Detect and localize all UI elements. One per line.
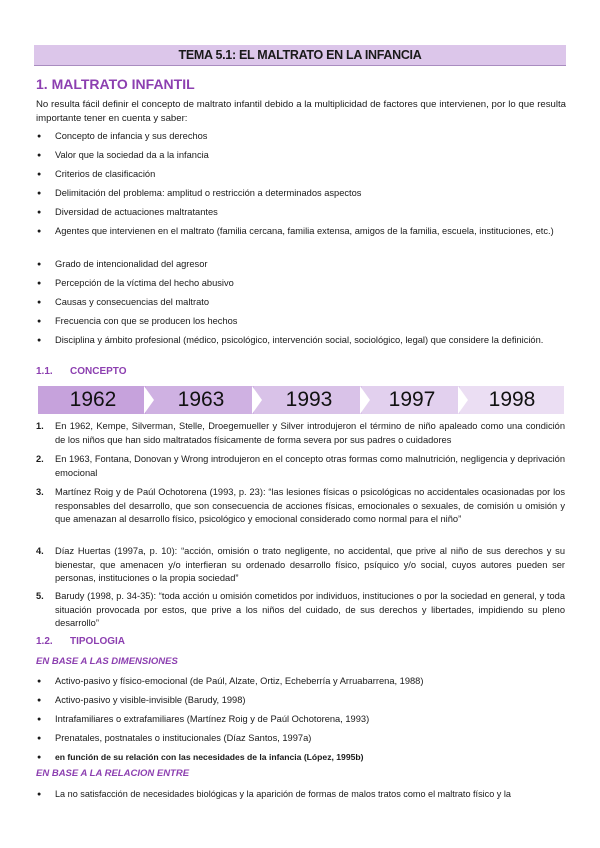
item-number: 5. [36, 591, 44, 601]
list-item: ● Disciplina y ámbito profesional (médico, psicológico, intervención social, sociológico, legal) que considere la definición. [55, 334, 565, 348]
timeline-chevron [144, 386, 154, 414]
subsection-number: 1.2. [36, 636, 53, 647]
list-item: ● Valor que la sociedad da a la infancia [55, 149, 209, 163]
timeline-year: 1997 [362, 386, 462, 414]
list-item: ● Prenatales, postnatales o institucionales (Díaz Santos, 1997a) [55, 732, 311, 746]
item-text: Barudy (1998, p. 34-35): “toda acción u omisión cometidos por individuos, instituciones o por la sociedad en general, y toda situación provocada por estos, que prive a los niños del cuidado, de sus derechos y libertades, impidiendo su pleno desarrollo” [55, 591, 565, 628]
subsection-number: 1.1. [36, 366, 53, 377]
numbered-item [36, 486, 565, 527]
list-item: ● Activo-pasivo y visible-invisible (Barudy, 1998) [55, 694, 246, 708]
list-item: ● Agentes que intervienen en el maltrato (familia cercana, familia extensa, amigos de la familia, escuela, instituciones, etc.) [55, 225, 565, 239]
topic-title: TEMA 5.1: EL MALTRATO EN LA INFANCIA [34, 45, 566, 66]
timeline [38, 386, 564, 414]
timeline-year: 1993 [254, 386, 364, 414]
list-item: ● Criterios de clasificación [55, 168, 155, 182]
list-item: ● Intrafamiliares o extrafamiliares (Martínez Roig y de Paúl Ochotorena, 1993) [55, 713, 369, 727]
item-text: En 1962, Kempe, Silverman, Stelle, Droegemueller y Silver introdujeron el término de niño apaleado como una condición de los niños que han sido maltratados físicamente de forma severa por sus padres o cuidadores [55, 421, 565, 445]
list-item: ● Activo-pasivo y físico-emocional (de Paúl, Alzate, Ortiz, Echeberría y Arruabarrena, 1988) [55, 675, 423, 689]
timeline-chevron [360, 386, 370, 414]
timeline-year: 1998 [460, 386, 564, 414]
timeline-year: 1962 [38, 386, 148, 414]
list-item: ● Causas y consecuencias del maltrato [55, 296, 209, 310]
timeline-year: 1963 [146, 386, 256, 414]
timeline-chevron [458, 386, 468, 414]
section-heading-maltrato-infantil: 1. MALTRATO INFANTIL [36, 76, 195, 92]
list-item: ● Frecuencia con que se producen los hechos [55, 315, 237, 329]
list-item: ● en función de su relación con las necesidades de la infancia (López, 1995b) [55, 751, 364, 765]
subsection-title: TIPOLOGIA [70, 636, 125, 647]
item-number: 4. [36, 546, 44, 556]
item-text: En 1963, Fontana, Donovan y Wrong introdujeron en el concepto otras formas como malnutrición, negligencia y deprivación emocional [55, 454, 565, 478]
list-item: ● Grado de intencionalidad del agresor [55, 258, 207, 272]
item-text: Díaz Huertas (1997a, p. 10): “acción, omisión o trato negligente, no accidental, que prive al niño de sus derechos y su bienestar, que amenacen y/o interfieran su ordenado desarrollo físico, psíquico y/o social, cuyos autores pueden ser personas, instituciones o la propia sociedad” [55, 546, 565, 583]
item-number: 1. [36, 421, 44, 431]
subheading-dimensiones: EN BASE A LAS DIMENSIONES [36, 656, 178, 667]
subsection-heading-concepto [36, 366, 127, 377]
numbered-item [36, 453, 565, 480]
subsection-heading-tipologia [36, 636, 125, 647]
subheading-relacion: EN BASE A LA RELACION ENTRE [36, 768, 190, 779]
list-item: ● Diversidad de actuaciones maltratantes [55, 206, 218, 220]
intro-paragraph: No resulta fácil definir el concepto de maltrato infantil debido a la multiplicidad de factores que intervienen, por lo que resulta importante tener en cuenta y saber: [36, 99, 566, 124]
list-item: ● Delimitación del problema: amplitud o restricción a determinados aspectos [55, 187, 361, 201]
item-number: 3. [36, 487, 44, 497]
timeline-chevron [252, 386, 262, 414]
numbered-item [36, 545, 565, 586]
numbered-item [36, 420, 565, 447]
item-number: 2. [36, 454, 44, 464]
list-item: ● Concepto de infancia y sus derechos [55, 130, 207, 144]
list-item: ● La no satisfacción de necesidades biológicas y la aparición de formas de malos tratos como el maltrato físico y la [55, 788, 511, 802]
numbered-item [36, 590, 565, 631]
subsection-title: CONCEPTO [70, 366, 127, 377]
list-item: ● Percepción de la víctima del hecho abusivo [55, 277, 234, 291]
item-text: Martínez Roig y de Paúl Ochotorena (1993, p. 23): “las lesiones físicas o psicológicas no accidentales ocasionadas por los responsables del desarrollo, que son consecuencia de acciones físicas, emocionales o sexuales, de comisión u omisión y que amenazan al desarrollo físico, psicológico y emocional considerado como normal para el niño” [55, 487, 565, 524]
